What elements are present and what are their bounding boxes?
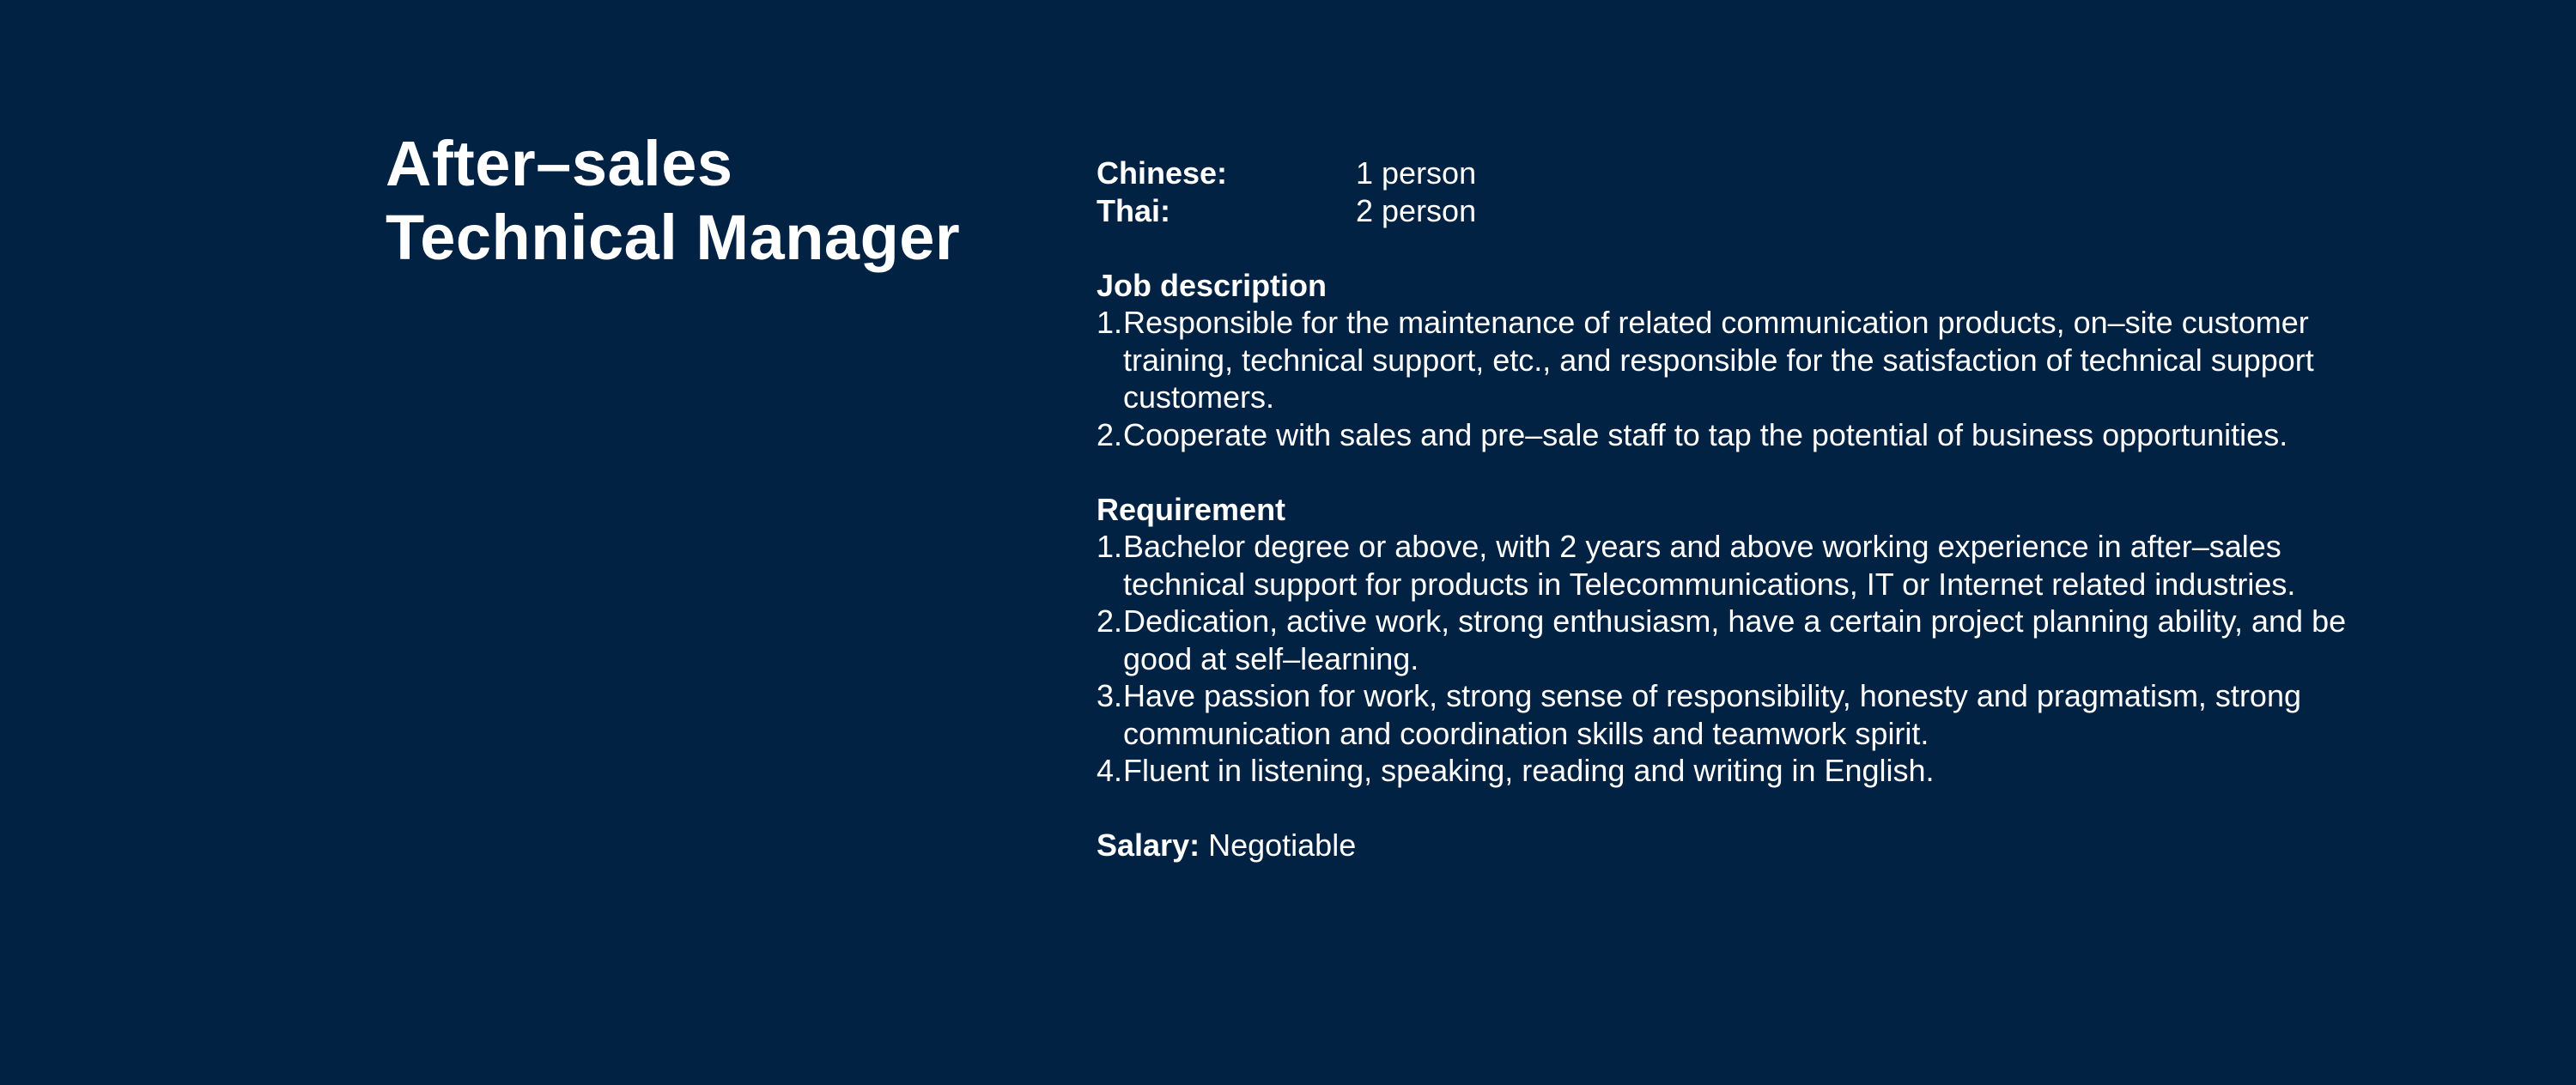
list-item-number: 1. — [1097, 529, 1123, 564]
job-title — [386, 127, 1004, 275]
requirement-heading: Requirement — [1097, 491, 1286, 527]
list-item — [1097, 528, 2367, 603]
staffing-value: 2 person — [1356, 192, 1477, 228]
list-item — [1097, 677, 2367, 752]
list-item — [1097, 416, 2367, 454]
requirement-section — [1097, 491, 2367, 790]
list-item-text: Have passion for work, strong sense of responsibility, honesty and pragmatism, strong communication and coordination skills and teamwork spirit. — [1123, 678, 2301, 751]
staffing-row-thai — [1097, 192, 2367, 230]
staffing-value: 1 person — [1356, 155, 1477, 191]
salary-label: Salary: — [1097, 827, 1200, 863]
salary-line — [1097, 827, 2367, 864]
job-title-line-1: After–sales — [386, 128, 733, 199]
list-item-number: 4. — [1097, 753, 1123, 788]
list-item-number: 2. — [1097, 416, 1123, 452]
list-item-text: Bachelor degree or above, with 2 years and above working experience in after–sales technical support for products in Telecommunications, IT or Internet related industries. — [1123, 529, 2296, 602]
list-item — [1097, 752, 2367, 790]
list-item-text: Fluent in listening, speaking, reading and writing in English. — [1123, 753, 1935, 788]
job-description-heading: Job description — [1097, 267, 1327, 303]
list-item — [1097, 304, 2367, 416]
job-details — [1097, 155, 2367, 864]
requirement-list — [1097, 528, 2367, 790]
staffing-label: Thai: — [1097, 192, 1170, 228]
list-item-text: Dedication, active work, strong enthusiasm, have a certain project planning ability, and be good at self–learning. — [1123, 603, 2347, 676]
list-item-number: 3. — [1097, 678, 1123, 713]
job-title-line-2: Technical Manager — [386, 202, 961, 273]
staffing-row-chinese — [1097, 155, 2367, 192]
list-item-number: 2. — [1097, 603, 1123, 639]
list-item-number: 1. — [1097, 305, 1123, 340]
salary-value: Negotiable — [1208, 827, 1357, 863]
list-item — [1097, 603, 2367, 677]
staffing-table — [1097, 155, 2367, 229]
job-description-list — [1097, 304, 2367, 453]
list-item-text: Responsible for the maintenance of related communication products, on–site customer training, technical support, etc., and responsible for the satisfaction of technical support customers. — [1123, 305, 2314, 415]
list-item-text: Cooperate with sales and pre–sale staff to tap the potential of business opportunities. — [1123, 416, 2288, 452]
job-description-section — [1097, 267, 2367, 454]
staffing-label: Chinese: — [1097, 155, 1228, 191]
